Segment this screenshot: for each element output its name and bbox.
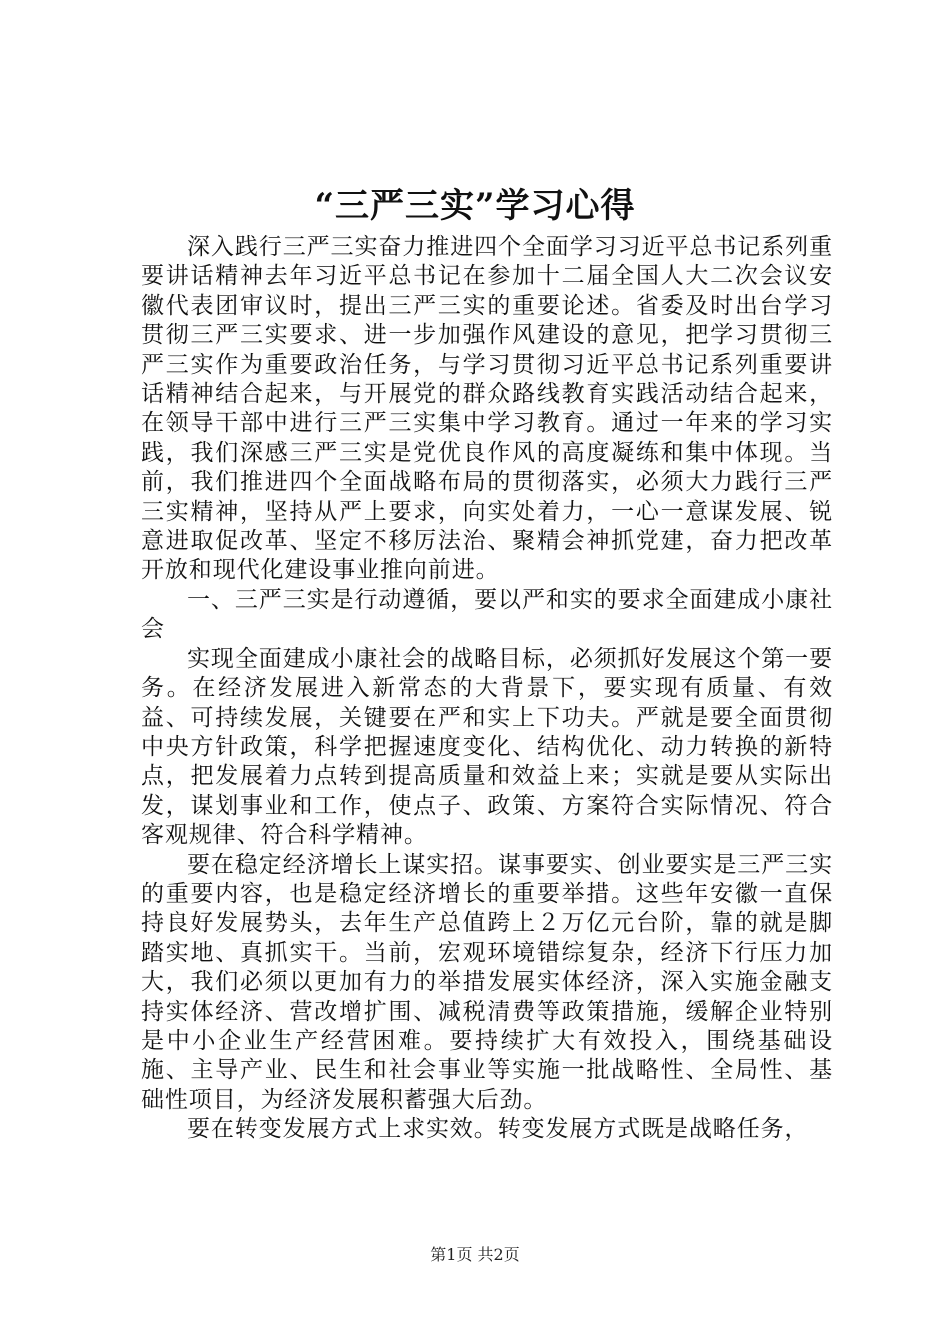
document-body bbox=[141, 233, 833, 1145]
document-title: “三严三实”学习心得 bbox=[314, 186, 636, 226]
page-footer: 第1页 共2页 bbox=[430, 1245, 520, 1264]
paragraph-development: 实现全面建成小康社会的战略目标，必须抓好发展这个第一要务。在经济发展进入新常态的大背景下，要实现有质量、有效益、可持续发展，关键要在严和实上下功夫。严就是要全面贯彻中央方针政策，科学把握速度变化、结构优化、动力转换的新特点，把发展着力点转到提高质量和效益上来；实就是要从实际出发，谋划事业和工作，使点子、政策、方案符合实际情况、符合客观规律、符合科学精神。 bbox=[141, 645, 833, 849]
paragraph-economic-growth: 要在稳定经济增长上谋实招。谋事要实、创业要实是三严三实的重要内容，也是稳定经济增长的重要举措。这些年安徽一直保持良好发展势头，去年生产总值跨上２万亿元台阶，靠的就是脚踏实地、真抓实干。当前，宏观环境错综复杂，经济下行压力加大，我们必须以更加有力的举措发展实体经济，深入实施金融支持实体经济、营改增扩围、减税清费等政策措施，缓解企业特别是中小企业生产经营困难。要持续扩大有效投入，围绕基础设施、主导产业、民生和社会事业等实施一批战略性、全局性、基础性项目，为经济发展积蓄强大后劲。 bbox=[141, 851, 833, 1113]
section-heading-1: 一、三严三实是行动遵循，要以严和实的要求全面建成小康社会 bbox=[141, 586, 833, 643]
paragraph-development-mode: 要在转变发展方式上求实效。转变发展方式既是战略任务， bbox=[187, 1116, 809, 1143]
paragraph-intro: 深入践行三严三实奋力推进四个全面学习习近平总书记系列重要讲话精神去年习近平总书记在参加十二届全国人大二次会议安徽代表团审议时，提出三严三实的重要论述。省委及时出台学习贯彻三严三实要求、进一步加强作风建设的意见，把学习贯彻三严三实作为重要政治任务，与学习贯彻习近平总书记系列重要讲话精神结合起来，与开展党的群众路线教育实践活动结合起来，在领导干部中进行三严三实集中学习教育。通过一年来的学习实践，我们深感三严三实是党优良作风的高度凝练和集中体现。当前，我们推进四个全面战略布局的贯彻落实，必须大力践行三严三实精神，坚持从严上要求，向实处着力，一心一意谋发展、锐意进取促改革、坚定不移厉法治、聚精会神抓党建，奋力把改革开放和现代化建设事业推向前进。 bbox=[141, 234, 833, 584]
